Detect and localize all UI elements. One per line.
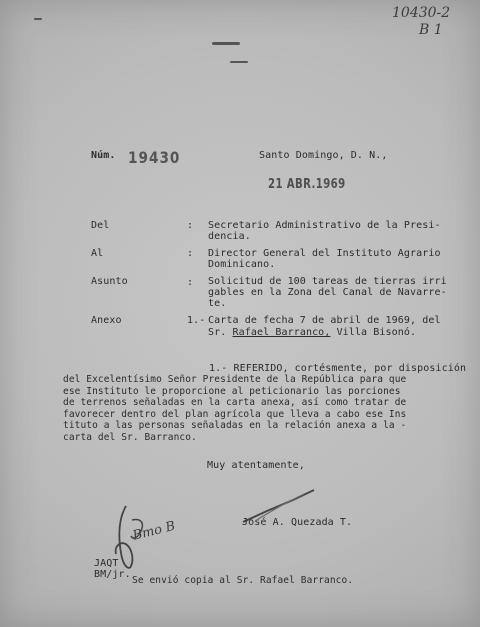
asunto-line-2: gables en la Zona del Canal de Navarre-	[208, 287, 447, 298]
body-line-4: de terrenos señaladas en la carta anexa, así como tratar de	[63, 397, 407, 408]
al-line-1: Director General del Instituto Agrario	[208, 248, 441, 259]
body-line-3: ese Instituto le proporcione al peticionario las porciones	[63, 386, 401, 397]
document-number-value: 19430	[128, 148, 181, 167]
anexo-label: Anexo	[91, 315, 122, 326]
asunto-colon: :	[187, 277, 194, 288]
anexo-number: 1.-	[187, 315, 206, 326]
anexo-line-2	[208, 327, 416, 339]
del-label: Del	[91, 220, 110, 231]
signer-name: José A. Quezada T.	[242, 517, 353, 528]
al-line-2: Dominicano.	[208, 259, 276, 270]
initials-line-1: JAQT	[94, 558, 119, 569]
anexo-line-2-name: Rafael Barranco,	[232, 327, 331, 338]
initials-line-2: BM/jr.	[94, 569, 131, 580]
del-line-1: Secretario Administrativo de la Presi-	[208, 220, 441, 231]
al-colon: :	[187, 248, 194, 259]
del-colon: :	[187, 220, 194, 231]
del-line-2: dencia.	[208, 231, 251, 242]
body-line-7: carta del Sr. Barranco.	[63, 432, 197, 443]
asunto-label: Asunto	[91, 276, 128, 287]
asunto-line-3: te.	[208, 298, 227, 309]
paper-mark-top-left	[34, 18, 42, 20]
paper-mark-top-center-small	[230, 61, 248, 63]
copy-note: Se envió copia al Sr. Rafael Barranco.	[132, 575, 354, 586]
handwritten-side-note: Bmo B	[131, 518, 177, 544]
document-place: Santo Domingo, D. N.,	[259, 150, 388, 161]
handwritten-reference-line-2: B 1	[419, 22, 443, 38]
anexo-line-1: Carta de fecha 7 de abril de 1969, del	[208, 315, 441, 326]
anexo-line-2-suffix: Villa Bisonó.	[336, 327, 417, 338]
paper-mark-top-center	[212, 42, 240, 45]
body-line-2: del Excelentísimo Señor Presidente de la República para que	[63, 374, 407, 385]
handwritten-reference-line-1: 10430-2	[392, 5, 451, 21]
body-line-6: tituto a las personas señaladas en la relación anexa a la -	[63, 420, 407, 431]
closing-salutation: Muy atentamente,	[207, 460, 305, 471]
body-line-1: 1.- REFERIDO, cortésmente, por disposición	[209, 363, 467, 374]
document-date-stamp: 21 ABR.1969	[268, 177, 346, 192]
body-line-5: favorecer dentro del plan agrícola que lleva a cabo ese Ins	[63, 409, 407, 420]
document-number-label: Núm.	[91, 150, 116, 161]
asunto-line-1: Solicitud de 100 tareas de tierras irri	[208, 276, 447, 287]
anexo-line-2-prefix: Sr.	[208, 327, 227, 338]
al-label: Al	[91, 248, 104, 259]
